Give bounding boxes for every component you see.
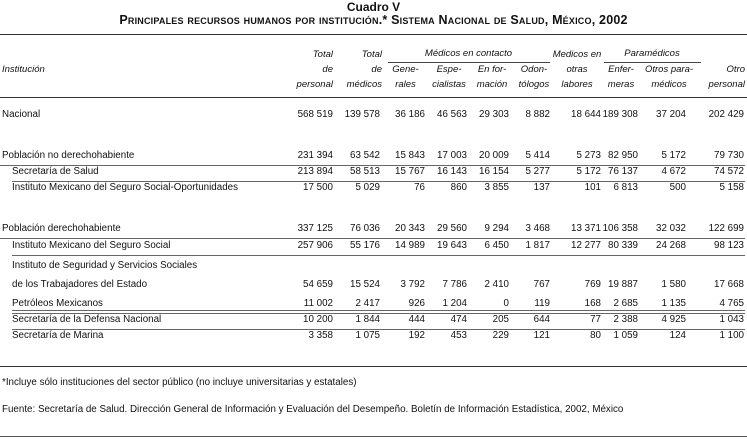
- row-value: 12 277: [571, 240, 601, 251]
- row-value: 257 906: [297, 240, 333, 251]
- row-value: 19 887: [608, 279, 638, 290]
- source-note: Fuente: Secretaría de Salud. Dirección General de Información y Evaluación del Desempeño. Boletín de Información Estadística, 2002, México: [2, 404, 624, 415]
- row-value: 6 450: [484, 240, 509, 251]
- row-value: 58 513: [350, 166, 380, 177]
- row-value: 5 158: [719, 182, 744, 193]
- col-header-medicos-otras-labores: Medicos en otras labores: [552, 49, 602, 90]
- group-header-medicos-contacto: Médicos en contacto: [424, 48, 513, 59]
- row-value: 122 699: [708, 223, 744, 234]
- header-bottom-rule: [0, 97, 747, 98]
- row-value: 137: [533, 182, 550, 193]
- row-label: Instituto de Seguridad y Servicios Sociales: [12, 260, 198, 271]
- row-value: 5 414: [525, 150, 550, 161]
- row-label: Secretaría de la Defensa Nacional: [12, 314, 162, 325]
- row-value: 9 294: [484, 223, 509, 234]
- row-label: Secretaría de Salud: [12, 166, 99, 177]
- col-header-institucion: Institución: [2, 64, 45, 75]
- row-value: 7 786: [442, 279, 467, 290]
- col-header-total-personal: Total de personal: [296, 49, 333, 90]
- table-number: Cuadro V: [346, 0, 401, 14]
- row-value: 16 154: [479, 166, 509, 177]
- row-value: 10 200: [303, 314, 333, 325]
- row-value: 3 792: [400, 279, 425, 290]
- row-value: 139 578: [344, 109, 380, 120]
- table-row: [0, 240, 747, 256]
- page-bottom-rule: [0, 436, 747, 437]
- table-bottom-rule: [0, 366, 747, 367]
- row-value: 2 417: [355, 298, 380, 309]
- row-value: 474: [450, 314, 467, 325]
- table-row: [0, 260, 747, 298]
- row-value: 98 123: [714, 240, 744, 251]
- row-value: 29 560: [437, 223, 467, 234]
- row-value: 121: [533, 330, 550, 341]
- row-value: 77: [590, 314, 601, 325]
- row-value: 20 009: [479, 150, 509, 161]
- row-label: Población derechohabiente: [2, 223, 121, 234]
- row-value: 3 855: [484, 182, 509, 193]
- col-header-en-formacion: En for- mación: [476, 64, 508, 90]
- row-value: 1 135: [661, 298, 686, 309]
- row-value: 1 817: [525, 240, 550, 251]
- col-header-otro-personal: Otro personal: [708, 64, 745, 90]
- col-header-odontologos: Odon- tólogos: [518, 64, 550, 90]
- row-value: 3 468: [525, 223, 550, 234]
- row-value: 3 358: [308, 330, 333, 341]
- row-value: 74 572: [714, 166, 744, 177]
- row-value: 36 186: [395, 109, 425, 120]
- row-value: 119: [534, 298, 550, 309]
- row-value: 17 500: [303, 182, 333, 193]
- row-value: 18 644: [571, 109, 601, 120]
- table-row: [0, 182, 747, 198]
- row-value: 213 894: [297, 166, 333, 177]
- row-value: 337 125: [297, 223, 333, 234]
- table-row: [0, 109, 747, 125]
- table-row: [0, 223, 747, 239]
- row-value: 82 950: [608, 150, 638, 161]
- row-value: 32 032: [656, 223, 686, 234]
- table-row: [0, 166, 747, 182]
- row-value: 229: [492, 330, 509, 341]
- row-value: 80 339: [608, 240, 638, 251]
- row-value: 37 204: [656, 109, 686, 120]
- row-value: 0: [503, 298, 509, 309]
- row-value: 926: [408, 298, 425, 309]
- row-value: 192: [408, 330, 425, 341]
- row-value: 6 813: [613, 182, 638, 193]
- row-value: 24 268: [656, 240, 686, 251]
- col-header-otros-paramedicos: Otros para- médicos: [644, 64, 694, 90]
- footnote: *Incluye sólo instituciones del sector público (no incluye universitarias y estatales): [2, 377, 357, 388]
- row-value: 1 059: [613, 330, 638, 341]
- row-value: 13 371: [571, 223, 601, 234]
- row-label: de los Trabajadores del Estado: [12, 279, 148, 290]
- row-value: 568 519: [297, 109, 333, 120]
- row-value: 1 100: [719, 330, 744, 341]
- row-value: 106 358: [602, 223, 638, 234]
- row-value: 15 767: [395, 166, 425, 177]
- row-label: Población no derechohabiente: [2, 150, 135, 161]
- row-value: 54 659: [303, 279, 333, 290]
- row-value: 15 843: [395, 150, 425, 161]
- row-label: Secretaría de Marina: [12, 330, 104, 341]
- col-header-total-medicos: Total de médicos: [346, 49, 382, 90]
- row-value: 76: [414, 182, 425, 193]
- row-value: 76 036: [350, 223, 380, 234]
- table-row: [0, 330, 747, 346]
- row-value: 4 672: [661, 166, 686, 177]
- table-title: Principales recursos humanos por institución.* Sistema Nacional de Salud, México, 2002: [119, 13, 628, 27]
- row-value: 1 844: [355, 314, 380, 325]
- row-divider: [12, 255, 745, 256]
- row-value: 1 580: [661, 279, 686, 290]
- row-label: Nacional: [2, 109, 41, 120]
- row-value: 231 394: [297, 150, 333, 161]
- row-value: 5 172: [661, 150, 686, 161]
- row-value: 500: [669, 182, 686, 193]
- row-value: 101: [584, 182, 601, 193]
- row-label: Instituto Mexicano del Seguro Social-Oportunidades: [12, 182, 239, 193]
- row-value: 79 730: [714, 150, 744, 161]
- row-value: 11 002: [303, 298, 333, 309]
- row-value: 1 075: [355, 330, 380, 341]
- header-top-rule: [0, 34, 747, 35]
- row-value: 8 882: [525, 109, 550, 120]
- table-row: [0, 314, 747, 330]
- row-value: 5 172: [576, 166, 601, 177]
- col-header-especialistas: Espe- cialistas: [432, 64, 466, 90]
- row-value: 1 204: [442, 298, 467, 309]
- row-value: 46 563: [437, 109, 467, 120]
- row-value: 17 668: [714, 279, 744, 290]
- row-value: 860: [450, 182, 467, 193]
- row-label: Instituto Mexicano del Seguro Social: [12, 240, 171, 251]
- row-value: 19 643: [437, 240, 467, 251]
- row-value: 15 524: [350, 279, 380, 290]
- row-value: 2 388: [613, 314, 638, 325]
- row-value: 76 137: [608, 166, 638, 177]
- row-value: 2 685: [613, 298, 638, 309]
- row-value: 63 542: [350, 150, 380, 161]
- row-value: 444: [408, 314, 425, 325]
- row-value: 4 765: [719, 298, 744, 309]
- row-value: 1 043: [719, 314, 744, 325]
- row-value: 205: [492, 314, 509, 325]
- row-value: 453: [450, 330, 467, 341]
- row-value: 4 925: [661, 314, 686, 325]
- row-value: 5 029: [355, 182, 380, 193]
- row-value: 16 143: [437, 166, 467, 177]
- col-header-generales: Gene- rales: [392, 64, 419, 90]
- row-value: 14 989: [395, 240, 425, 251]
- table-row: [0, 150, 747, 166]
- row-value: 202 429: [708, 109, 744, 120]
- row-value: 5 273: [576, 150, 601, 161]
- row-value: 5 277: [525, 166, 550, 177]
- row-value: 80: [590, 330, 601, 341]
- group-header-paramedicos: Paramédicos: [624, 48, 680, 59]
- row-value: 55 176: [350, 240, 380, 251]
- row-value: 29 303: [479, 109, 509, 120]
- row-value: 168: [584, 298, 601, 309]
- row-value: 17 003: [437, 150, 467, 161]
- row-value: 767: [533, 279, 550, 290]
- table-row: [0, 298, 747, 314]
- row-divider: [0, 238, 745, 239]
- row-value: 644: [533, 314, 550, 325]
- row-value: 124: [669, 330, 686, 341]
- row-label: Petróleos Mexicanos: [12, 298, 103, 309]
- row-value: 189 308: [602, 109, 638, 120]
- row-value: 769: [584, 279, 601, 290]
- col-header-enfermeras: Enfer- meras: [607, 64, 635, 90]
- row-value: 2 410: [484, 279, 509, 290]
- row-value: 20 343: [395, 223, 425, 234]
